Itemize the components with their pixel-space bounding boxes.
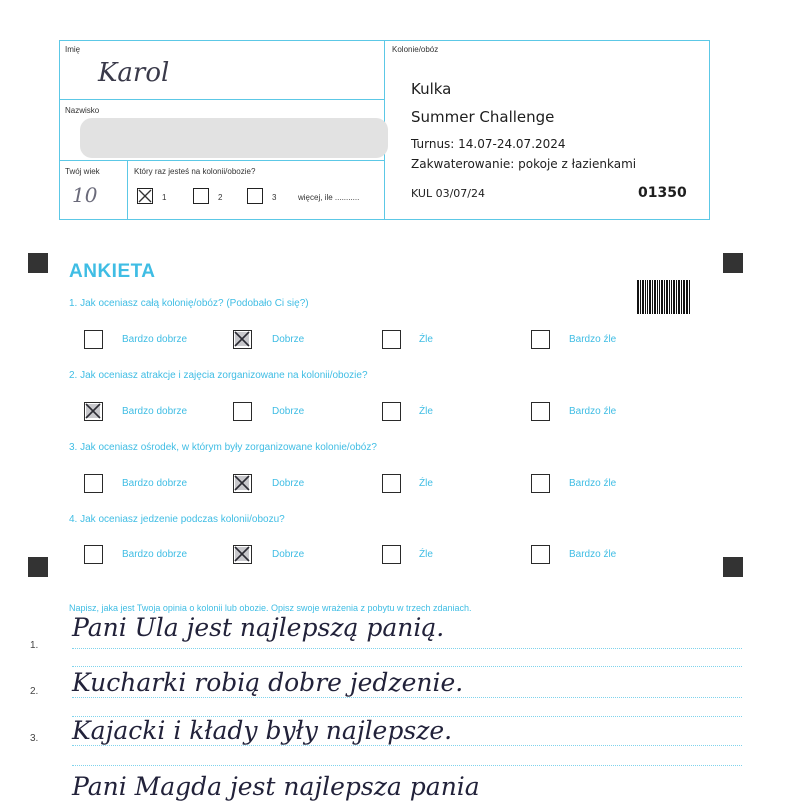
q4-label-bardzo-zle: Bardzo źle [569, 549, 617, 560]
registration-marker [723, 557, 743, 577]
q2-opt-bardzo-zle[interactable] [531, 402, 550, 421]
q3-opt-bardzo-zle[interactable] [531, 474, 550, 493]
survey-title: ANKIETA [69, 261, 156, 282]
answer-line [72, 745, 742, 746]
camp-subtitle: Summer Challenge [411, 108, 555, 126]
imie-value[interactable]: Karol [98, 58, 170, 88]
ktory-raz-option-2: 2 [218, 193, 223, 202]
opinion-answer-4[interactable]: Pani Magda jest najlepsza pania [72, 772, 480, 801]
answer-line [72, 666, 742, 667]
barcode [637, 280, 691, 314]
opinion-prompt: Napisz, jaka jest Twoja opinia o kolonii lub obozie. Opisz swoje wrażenia z pobytu w trzech zdaniach. [69, 603, 472, 613]
wiek-label: Twój wiek [65, 167, 100, 176]
question-2: 2. Jak oceniasz atrakcje i zajęcia zorganizowane na kolonii/obozie? [69, 370, 368, 381]
registration-marker [28, 253, 48, 273]
imie-label: Imię [65, 45, 81, 54]
q1-opt-dobrze[interactable] [233, 330, 252, 349]
q1-opt-bardzo-zle[interactable] [531, 330, 550, 349]
registration-marker [28, 557, 48, 577]
nazwisko-redacted [80, 118, 388, 158]
x-mark-icon [85, 403, 102, 420]
answer-line [72, 697, 742, 698]
q2-label-dobrze: Dobrze [272, 406, 305, 417]
opinion-answer-3[interactable]: Kajacki i kłady były najlepsze. [72, 716, 453, 745]
ktory-raz-checkbox-2[interactable] [193, 188, 209, 204]
q4-label-bardzo-dobrze: Bardzo dobrze [122, 549, 188, 560]
line-number-1: 1. [30, 640, 39, 651]
question-1: 1. Jak oceniasz całą kolonię/obóz? (Podobało Ci się?) [69, 298, 309, 309]
opinion-answer-1[interactable]: Pani Ula jest najlepszą panią. [72, 613, 445, 642]
ktory-raz-checkbox-1[interactable] [137, 188, 153, 204]
zakwaterowanie: Zakwaterowanie: pokoje z łazienkami [411, 157, 637, 171]
answer-line [72, 648, 742, 649]
question-3: 3. Jak oceniasz ośrodek, w którym były zorganizowane kolonie/obóz? [69, 442, 377, 453]
q4-label-dobrze: Dobrze [272, 549, 305, 560]
x-mark-icon [234, 546, 251, 563]
wiecej-label: więcej, ile ........... [298, 193, 360, 202]
header-rule [59, 160, 384, 161]
q1-opt-zle[interactable] [382, 330, 401, 349]
q4-opt-bardzo-zle[interactable] [531, 545, 550, 564]
camp-name: Kulka [411, 80, 452, 98]
kolonie-label: Kolonie/obóz [392, 45, 439, 54]
x-mark-icon [234, 475, 251, 492]
turnus: Turnus: 14.07-24.07.2024 [411, 137, 566, 151]
q3-opt-dobrze[interactable] [233, 474, 252, 493]
ktory-raz-option-3: 3 [272, 193, 277, 202]
q1-label-bardzo-dobrze: Bardzo dobrze [122, 334, 188, 345]
q2-label-bardzo-dobrze: Bardzo dobrze [122, 406, 188, 417]
q1-label-dobrze: Dobrze [272, 334, 305, 345]
q3-label-zle: Źle [419, 478, 433, 489]
form-number: 01350 [638, 185, 687, 201]
ktory-raz-option-1: 1 [162, 193, 167, 202]
wiek-value[interactable]: 10 [72, 183, 98, 207]
header-rule [59, 99, 384, 100]
question-4: 4. Jak oceniasz jedzenie podczas kolonii/obozu? [69, 514, 285, 525]
x-mark-icon [234, 331, 251, 348]
line-number-2: 2. [30, 686, 39, 697]
ktory-raz-checkbox-3[interactable] [247, 188, 263, 204]
q2-opt-bardzo-dobrze[interactable] [84, 402, 103, 421]
camp-code: KUL 03/07/24 [411, 187, 485, 200]
nazwisko-label: Nazwisko [65, 106, 100, 115]
q3-opt-zle[interactable] [382, 474, 401, 493]
x-mark-icon [138, 189, 152, 203]
q3-label-bardzo-dobrze: Bardzo dobrze [122, 478, 188, 489]
q3-opt-bardzo-dobrze[interactable] [84, 474, 103, 493]
q2-opt-zle[interactable] [382, 402, 401, 421]
q1-opt-bardzo-dobrze[interactable] [84, 330, 103, 349]
q4-label-zle: Źle [419, 549, 433, 560]
q1-label-zle: Źle [419, 334, 433, 345]
registration-marker [723, 253, 743, 273]
q3-label-dobrze: Dobrze [272, 478, 305, 489]
q3-label-bardzo-zle: Bardzo źle [569, 478, 617, 489]
q2-opt-dobrze[interactable] [233, 402, 252, 421]
q2-label-zle: Źle [419, 406, 433, 417]
header-divider [127, 160, 128, 220]
q4-opt-dobrze[interactable] [233, 545, 252, 564]
q4-opt-bardzo-dobrze[interactable] [84, 545, 103, 564]
q2-label-bardzo-zle: Bardzo źle [569, 406, 617, 417]
line-number-3: 3. [30, 733, 39, 744]
opinion-answer-2[interactable]: Kucharki robią dobre jedzenie. [72, 668, 464, 697]
answer-line [72, 765, 742, 766]
ktory-raz-label: Który raz jesteś na kolonii/obozie? [134, 167, 256, 176]
q4-opt-zle[interactable] [382, 545, 401, 564]
q1-label-bardzo-zle: Bardzo źle [569, 334, 617, 345]
